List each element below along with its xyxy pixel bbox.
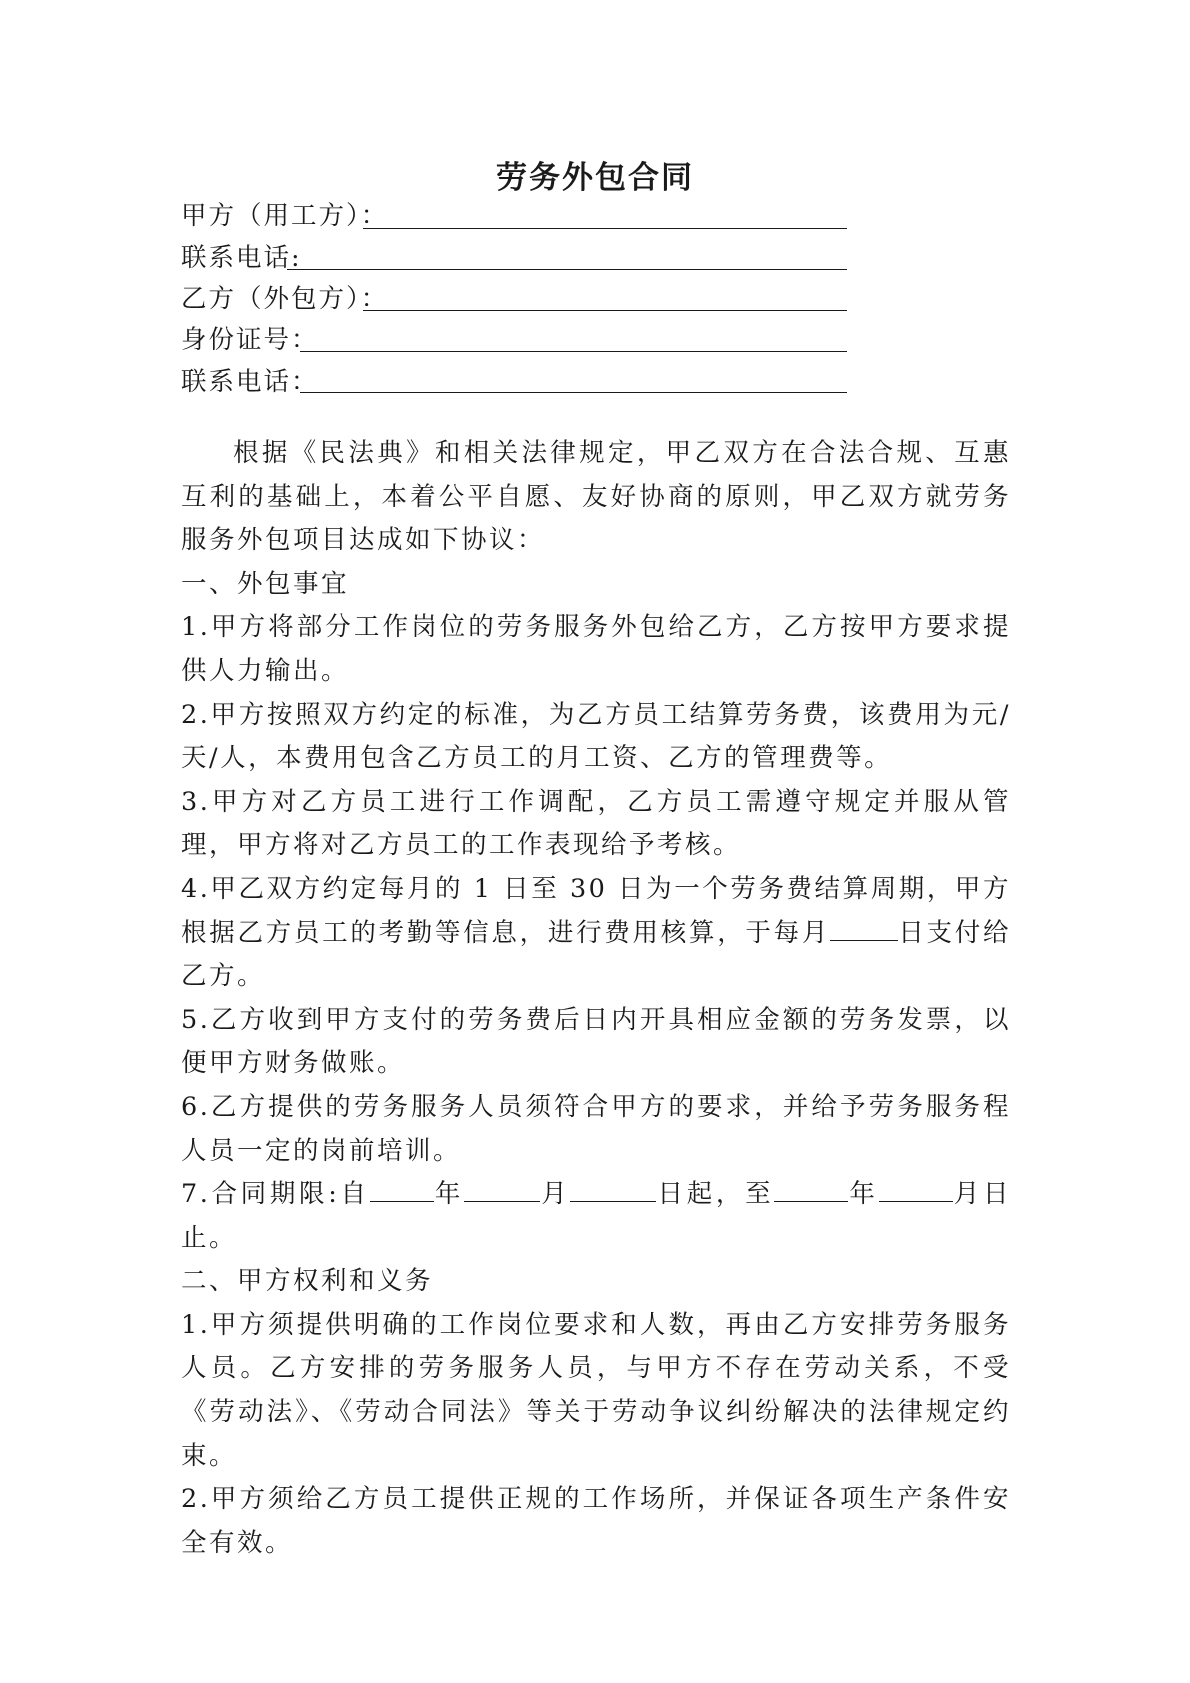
end-year-blank (774, 1177, 848, 1202)
party-b-phone-label: 联系电话： (181, 367, 319, 397)
term-month-1: 月 (540, 1179, 571, 1210)
id-number-label: 身份证号： (181, 325, 319, 355)
term-prefix: 7.合同期限:自 (181, 1179, 370, 1210)
party-a-phone-blank (287, 269, 847, 270)
party-a-label: 甲方（用工方）： (181, 201, 389, 231)
party-b-phone-blank (300, 392, 847, 393)
term-year-1: 年 (433, 1179, 465, 1210)
preamble-paragraph: 根据《民法典》和相关法律规定，甲乙双方在合法合规、互惠互利的基础上，本着公平自愿、友好协商的原则，甲乙双方就劳务服务外包项目达成如下协议： (181, 438, 1011, 556)
section-heading-outsourcing: 一、外包事宜 (181, 568, 350, 599)
clause-2-2: 2.甲方须给乙方员工提供正规的工作场所，并保证各项生产条件安全有效。 (181, 1484, 1011, 1558)
term-day-1: 日起，至 (656, 1179, 775, 1210)
party-a-blank (363, 228, 847, 229)
party-b-blank (363, 310, 847, 311)
clause-1-4 (181, 868, 1011, 999)
section-heading-party-a-rights: 二、甲方权利和义务 (181, 1266, 434, 1297)
clause-1-7 (181, 1173, 1011, 1260)
start-month-blank (464, 1177, 540, 1202)
clause-1-4-text: 4.甲乙双方约定每月的 1 日至 30 日为一个劳务费结算周期，甲方根据乙方员工的考勤等信息，进行费用核算，于每月 (181, 873, 1011, 948)
clause-1-5: 5.乙方收到甲方支付的劳务费后日内开具相应金额的劳务发票，以便甲方财务做账。 (181, 1004, 1011, 1079)
clause-1-1: 1.甲方将部分工作岗位的劳务服务外包给乙方，乙方按甲方要求提供人力输出。 (181, 612, 1011, 686)
end-month-blank (879, 1177, 953, 1202)
clause-1-6: 6.乙方提供的劳务服务人员须符合甲方的要求，并给予劳务服务程人员一定的岗前培训。 (181, 1091, 1011, 1166)
term-month-2: 月 (952, 1179, 983, 1210)
id-number-blank (300, 351, 847, 352)
party-b-label: 乙方（外包方）： (181, 284, 389, 314)
term-end: 日止。 (181, 1179, 1011, 1253)
party-a-phone-label: 联系电话: (181, 243, 302, 273)
term-year-2: 年 (848, 1179, 879, 1210)
start-day-blank (570, 1177, 656, 1202)
clause-1-4-end: 日支付给乙方。 (181, 917, 1011, 992)
contract-body (181, 432, 1011, 1565)
clause-1-3: 3.甲方对乙方员工进行工作调配，乙方员工需遵守规定并服从管理，甲方将对乙方员工的工作表现给予考核。 (181, 786, 1011, 861)
clause-1-2: 2.甲方按照双方约定的标准，为乙方员工结算劳务费，该费用为元/天/人，本费用包含乙方员工的月工资、乙方的管理费等。 (181, 699, 1011, 774)
start-year-blank (370, 1177, 434, 1202)
document-title: 劳务外包合同 (496, 160, 694, 196)
clause-2-1: 1.甲方须提供明确的工作岗位要求和人数，再由乙方安排劳务服务人员。乙方安排的劳务服务人员，与甲方不存在劳动关系，不受《劳动法》、《劳动合同法》等关于劳动争议纠纷解决的法律规定约束。 (181, 1309, 1011, 1471)
payment-day-blank (830, 916, 898, 941)
